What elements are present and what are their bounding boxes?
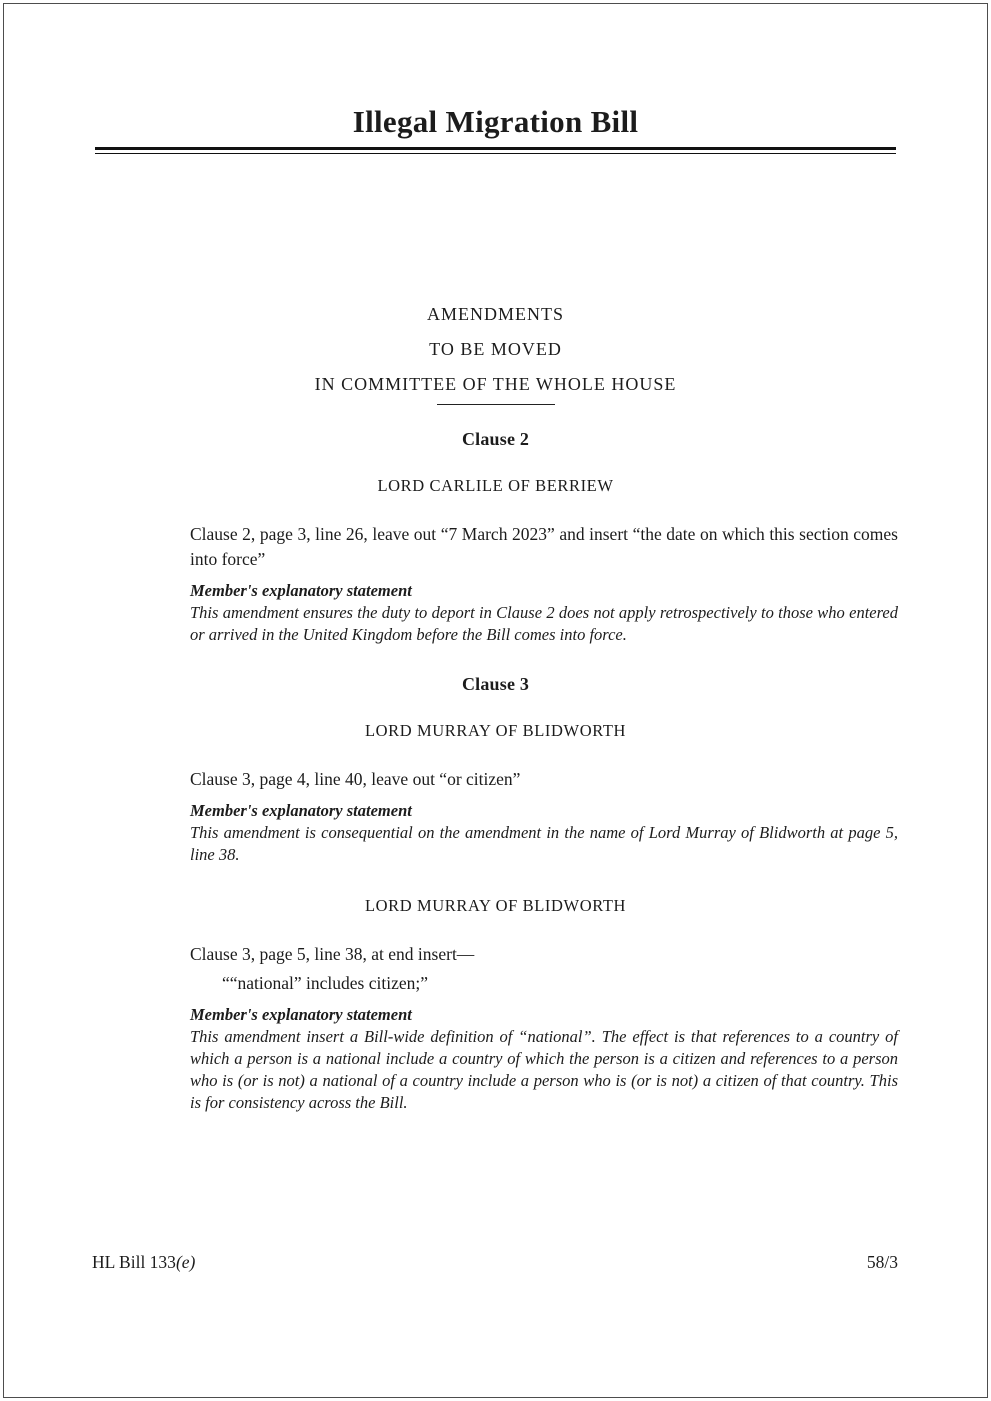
page-footer xyxy=(92,1252,898,1273)
sponsor-name: LORD CARLILE OF BERRIEW xyxy=(377,476,614,495)
amendment-text: Clause 3, page 4, line 40, leave out “or citizen” xyxy=(190,769,521,789)
inserted-text: ““national” includes citizen;” xyxy=(222,973,429,993)
sponsor-name: LORD MURRAY OF BLIDWORTH xyxy=(364,721,627,740)
footer-sheet-number: 58/3 xyxy=(866,1252,898,1272)
amendment xyxy=(0,721,991,866)
preamble-committee: IN COMMITTEE OF THE WHOLE HOUSE xyxy=(314,374,677,394)
clause-block-2 xyxy=(0,429,991,646)
footer-bill-number xyxy=(92,1252,195,1273)
preamble-to-be-moved: TO BE MOVED xyxy=(429,339,562,359)
amendment-text: Clause 3, page 5, line 38, at end insert— xyxy=(190,944,475,964)
clause-heading: Clause 3 xyxy=(461,674,530,694)
preamble-amendments: AMENDMENTS xyxy=(426,304,564,324)
amendment xyxy=(0,896,991,1114)
amendment xyxy=(0,476,991,646)
preamble-rule xyxy=(437,404,555,405)
title-rule xyxy=(95,147,896,154)
explanatory-label: Member's explanatory statement xyxy=(190,801,412,820)
clause-heading: Clause 2 xyxy=(461,429,530,449)
explanatory-text: This amendment ensures the duty to deport in Clause 2 does not apply retrospectively to those who entered or arrived in the United Kingdom before the Bill comes into force. xyxy=(190,603,898,644)
sponsor-name: LORD MURRAY OF BLIDWORTH xyxy=(364,896,627,915)
preamble xyxy=(0,304,991,405)
explanatory-label: Member's explanatory statement xyxy=(190,1005,412,1024)
explanatory-label: Member's explanatory statement xyxy=(190,581,412,600)
clause-block-3 xyxy=(0,674,991,1114)
footer-bill-number-main: HL Bill 133 xyxy=(92,1252,176,1272)
footer-bill-number-suffix: (e) xyxy=(175,1252,196,1272)
explanatory-text: This amendment is consequential on the amendment in the name of Lord Murray of Blidworth at page 5, line 38. xyxy=(190,823,898,864)
amendment-text: Clause 2, page 3, line 26, leave out “7 March 2023” and insert “the date on which this section comes into force” xyxy=(190,524,898,569)
page-title: Illegal Migration Bill xyxy=(352,104,639,139)
explanatory-text: This amendment insert a Bill-wide definition of “national”. The effect is that references to a country of which a person is a national include a country of which the person is a citizen and references to a person who is (or is not) a national of a country include a person who is (or is not) a citizen of that country. This is for consistency across the Bill. xyxy=(190,1027,898,1112)
